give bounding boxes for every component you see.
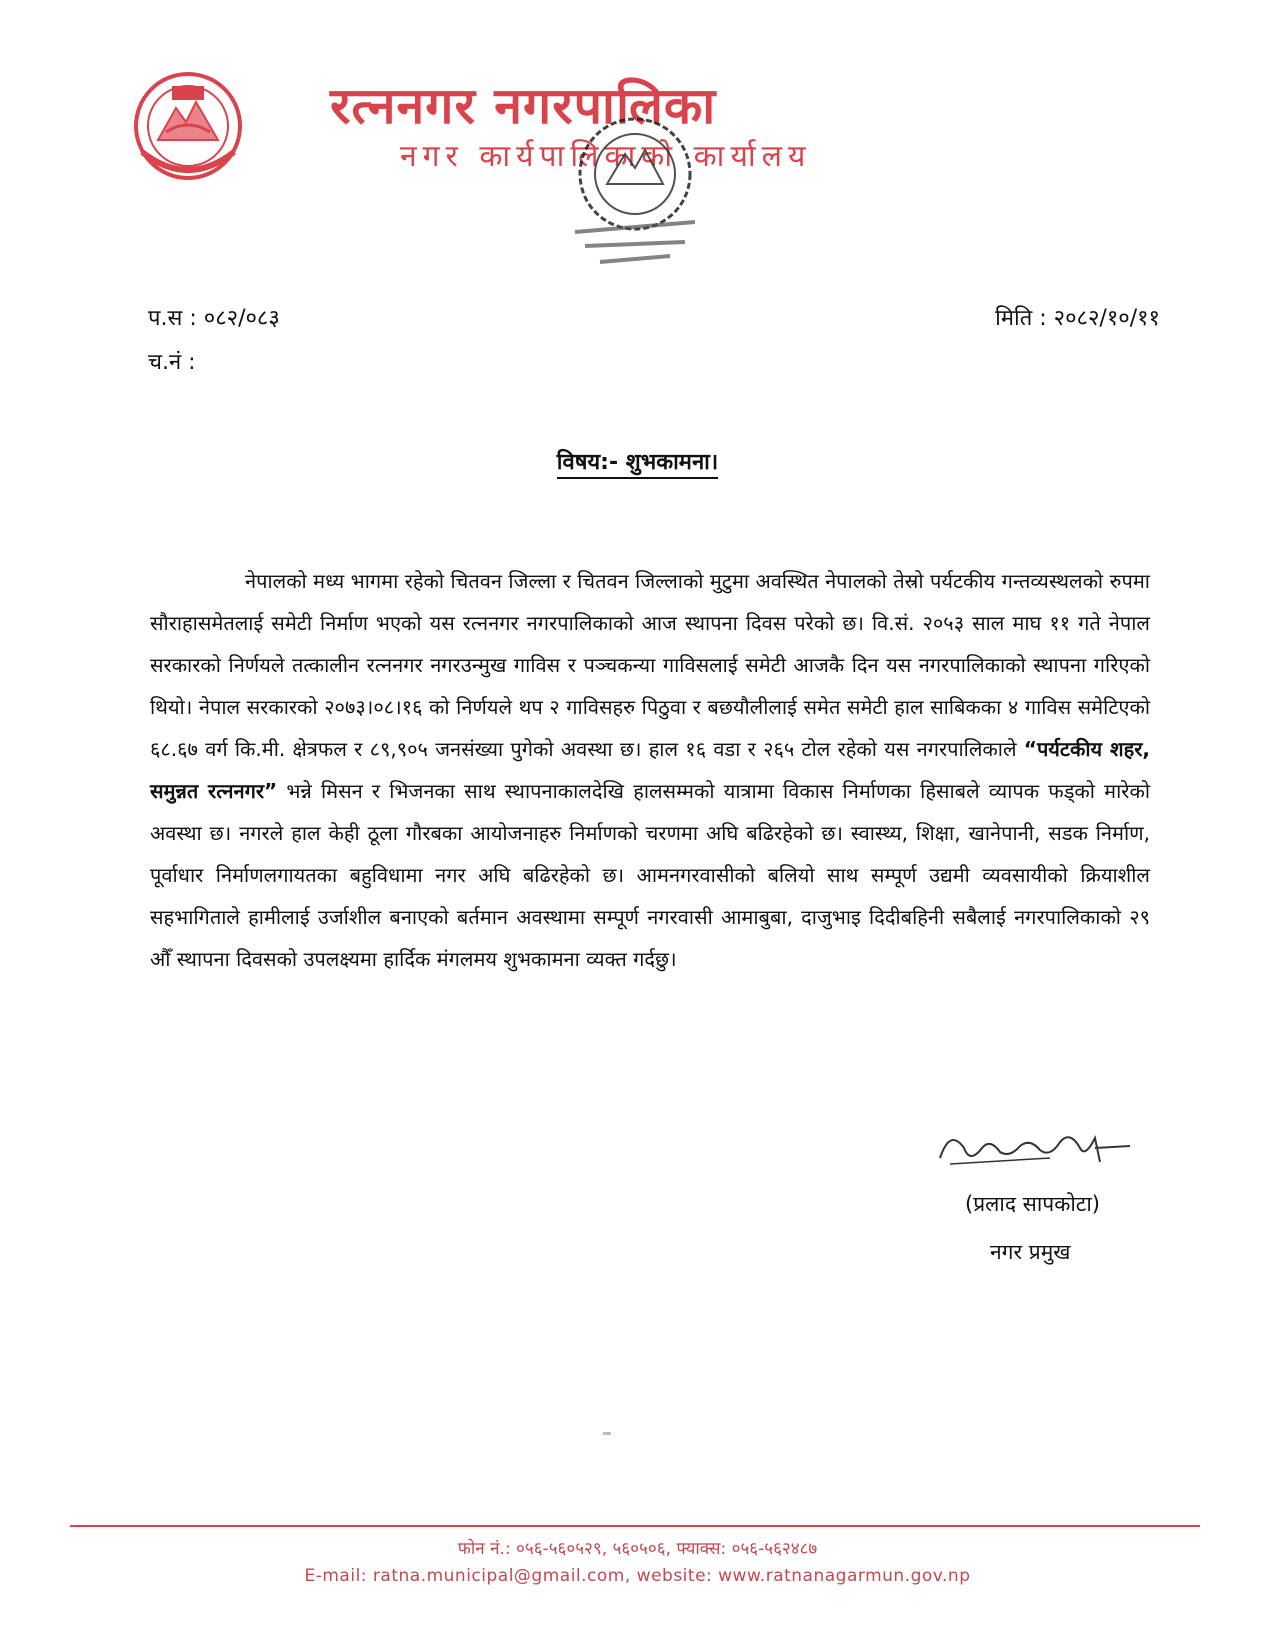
signatory-title: नगर प्रमुख [990,1240,1071,1264]
body-part-1: नेपालको मध्य भागमा रहेको चितवन जिल्ला र चितवन जिल्लाको मुटुमा अवस्थित नेपालको तेस्रो पर्यटकीय गन्तव्यस्थलको रुपमा सौराहासमेतलाई समेटी निर्माण भएको यस रत्ननगर नगरपालिकाको आज स्थापना दिवस परेको छ। वि.सं. २०५३ साल माघ ११ गते नेपाल सरकारको निर्णयले तत्कालीन रत्ननगर नगरउन्मुख गाविस र पञ्चकन्या गाविसलाई समेटी आजकै दिन यस नगरपालिकाको स्थापना गरिएको थियो। नेपाल सरकारको २०७३।०८।१६ को निर्णयले थप २ गाविसहरु पिठुवा र बछयौलीलाई समेत समेटी हाल साबिकका ४ गाविस समेटिएको ६८.६७ वर्ग कि.मी. क्षेत्रफल र ८९,९०५ जनसंख्या पुगेको अवस्था छ। हाल १६ वडा र २६५ टोल रहेको यस नगरपालिकाले [150,569,1150,761]
letter-subject [0,446,1275,476]
office-subtitle: नगर कार्यपालिकाको कार्यालय [400,139,812,174]
handwritten-signature [930,1118,1150,1178]
body-part-2: भन्ने मिसन र भिजनका साथ स्थापनाकालदेखि हालसम्मको यात्रामा विकास निर्माणका हिसाबले व्यापक फड्को मारेको अवस्था छ। नगरले हाल केही ठूला गौरबका आयोजनाहरु निर्माणको चरणमा अघि बढिरहेको छ। स्वास्थ्य, शिक्षा, खानेपानी, सडक निर्माण, पूर्वाधार निर्माणलगायतका बहुविधामा नगर अघि बढिरहेको छ। आमनगरवासीको बलियो साथ सम्पूर्ण उद्यमी व्यवसायीको क्रियाशील सहभागिताले हामीलाई उर्जाशील बनाएको बर्तमान अवस्थामा सम्पूर्ण नगरवासी आमाबुबा, दाजुभाइ दिदीबहिनी सबैलाई नगरपालिकाको २९ औँ स्थापना दिवसको उपलक्ष्यमा हार्दिक मंगलमय शुभकामना व्यक्त गर्दछु। [150,779,1150,971]
letter-date: मिति : २०८२/१०/११ [995,306,1160,331]
footer-phone: फोन नं.: ०५६-५६०५२९, ५६०५०६, फ्याक्स: ०५६-५६२४८७ [457,1539,818,1559]
footer-divider [70,1525,1200,1527]
municipality-title: रत्ननगर नगरपालिका [330,77,717,135]
footer-email-website: E-mail: ratna.municipal@gmail.com, website: www.ratnanagarmun.gov.np [304,1566,971,1586]
nepal-emblem-logo [128,70,248,182]
scan-mark [603,1432,611,1435]
letter-body [150,560,1150,980]
office-seal-stamp [545,104,725,284]
signatory-name: (प्रलाद सापकोटा) [965,1192,1100,1216]
subject-text: विषय:- शुभकामना। [557,450,718,479]
reference-number: प.स : ०८२/०८३ [148,306,280,331]
body-motto: “पर्यटकीय शहर, समुन्नत रत्ननगर” [150,737,1150,803]
dispatch-number: च.नं : [148,350,196,375]
